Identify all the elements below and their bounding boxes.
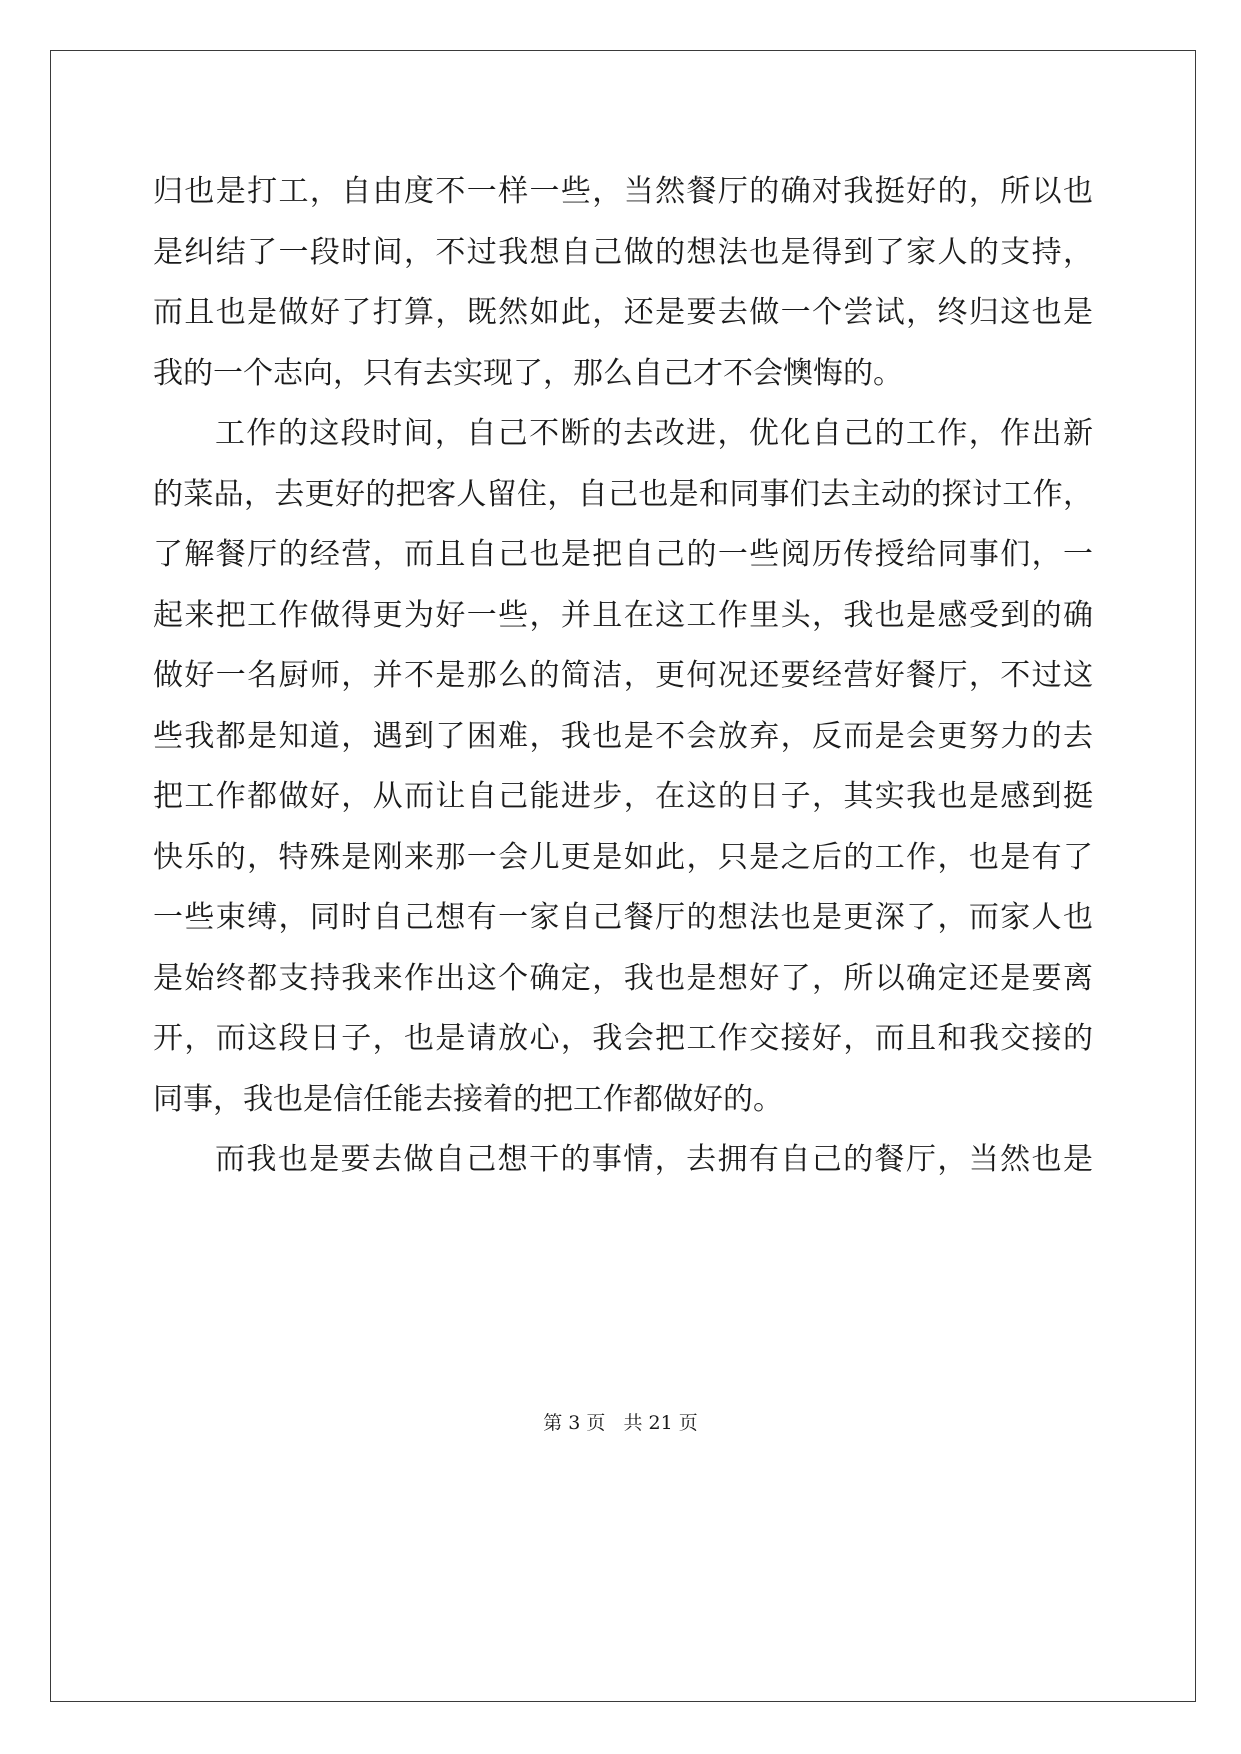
text-line: 的菜品，去更好的把客人留住，自己也是和同事们去主动的探讨工作， bbox=[153, 476, 1093, 512]
document-body bbox=[153, 162, 1093, 1191]
text-line: 是纠结了一段时间，不过我想自己做的想法也是得到了家人的支持， bbox=[153, 234, 1093, 270]
text-line: 我的一个志向，只有去实现了，那么自己才不会懊悔的。 bbox=[153, 355, 903, 391]
text-line: 而且也是做好了打算，既然如此，还是要去做一个尝试，终归这也是 bbox=[153, 295, 1093, 330]
text-line: 而我也是要去做自己想干的事情，去拥有自己的餐厅，当然也是 bbox=[215, 1142, 1093, 1177]
text-line: 了解餐厅的经营，而且自己也是把自己的一些阅历传授给同事们，一 bbox=[153, 537, 1093, 572]
text-line: 开，而这段日子，也是请放心，我会把工作交接好，而且和我交接的 bbox=[153, 1021, 1093, 1056]
text-line: 工作的这段时间，自己不断的去改进，优化自己的工作，作出新 bbox=[215, 416, 1093, 451]
text-line: 做好一名厨师，并不是那么的简洁，更何况还要经营好餐厅，不过这 bbox=[153, 658, 1093, 693]
text-line: 把工作都做好，从而让自己能进步，在这的日子，其实我也是感到挺 bbox=[153, 779, 1093, 814]
text-line: 些我都是知道，遇到了困难，我也是不会放弃，反而是会更努力的去 bbox=[153, 718, 1093, 754]
text-line: 快乐的，特殊是刚来那一会儿更是如此，只是之后的工作，也是有了 bbox=[153, 839, 1093, 875]
page-number: 第 3 页 bbox=[543, 1412, 606, 1434]
text-line: 是始终都支持我来作出这个确定，我也是想好了，所以确定还是要离 bbox=[153, 960, 1093, 996]
text-line: 一些束缚，同时自己想有一家自己餐厅的想法也是更深了，而家人也 bbox=[153, 900, 1093, 935]
text-line: 同事，我也是信任能去接着的把工作都做好的。 bbox=[153, 1081, 783, 1117]
text-line: 起来把工作做得更为好一些，并且在这工作里头，我也是感受到的确 bbox=[153, 597, 1093, 633]
page-total: 共 21 页 bbox=[623, 1412, 698, 1434]
text-line: 归也是打工，自由度不一样一些，当然餐厅的确对我挺好的，所以也 bbox=[153, 174, 1093, 209]
page-footer bbox=[0, 1408, 1241, 1435]
